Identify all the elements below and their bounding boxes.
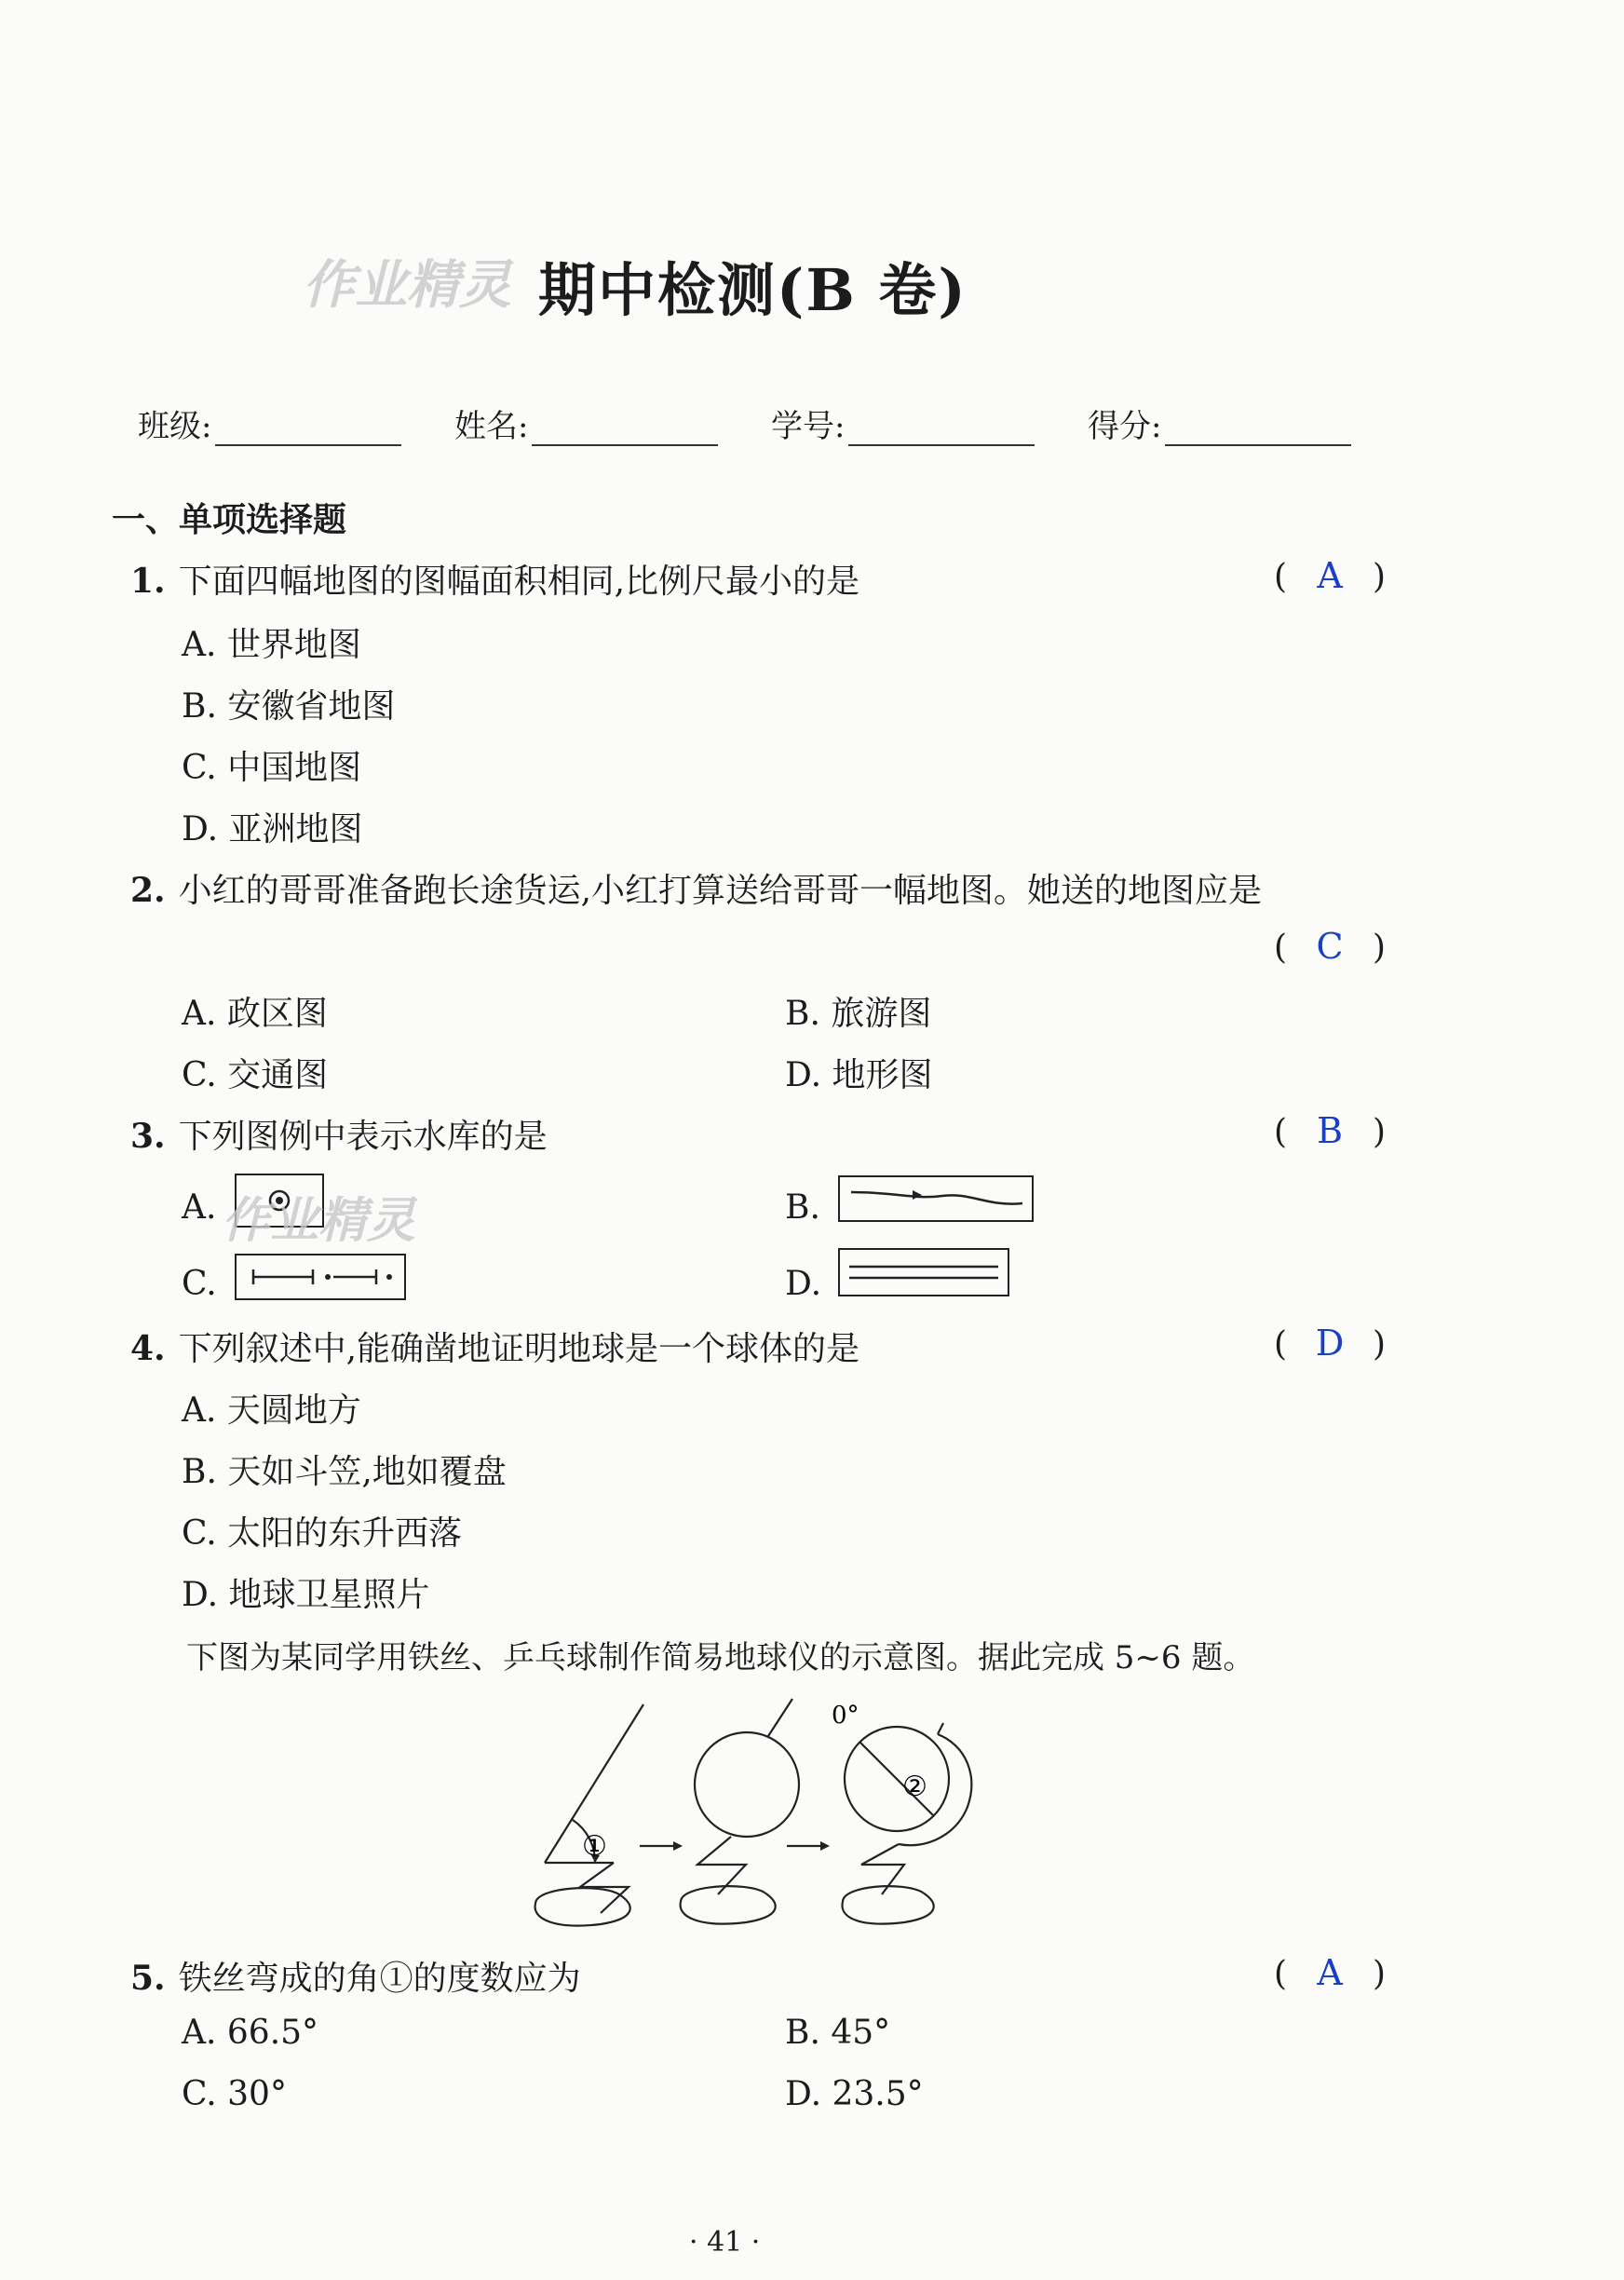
q2-option-d[interactable]: D. 地形图 (785, 1056, 933, 1094)
score-label: 得分: (1088, 408, 1162, 445)
globe-diagram (517, 1695, 1001, 1937)
angle-2-label: ② (902, 1771, 927, 1803)
section-title: 一、单项选择题 (112, 501, 347, 539)
watermark-text-2: 作业精灵 (222, 1193, 416, 1249)
q2-option-b[interactable]: B. 旅游图 (785, 995, 932, 1033)
answer-2: C (1316, 926, 1344, 967)
q2-option-a[interactable]: A. 政区图 (182, 995, 328, 1033)
q5-option-c[interactable]: C. 30° (182, 2075, 287, 2113)
answer-5: A (1317, 1952, 1343, 1993)
answer-paren-2: ( C ) (1274, 926, 1387, 967)
question-2 (130, 864, 1262, 912)
id-blank[interactable] (848, 416, 1035, 446)
question-text: 小红的哥哥准备跑长途货运,小红打算送给哥哥一幅地图。她送的地图应是 (178, 872, 1263, 910)
name-label: 姓名: (454, 408, 529, 445)
question-number: 4. (130, 1329, 166, 1368)
question-number: 3. (130, 1117, 166, 1156)
id-label: 学号: (771, 408, 846, 445)
zero-degree-label: 0° (832, 1702, 859, 1730)
question-4 (130, 1323, 859, 1370)
answer-paren-5: ( A ) (1274, 1952, 1387, 1993)
double-line-icon (840, 1250, 1008, 1295)
answer-4: D (1315, 1323, 1345, 1364)
legend-river-symbol (838, 1175, 1034, 1222)
answer-paren-4: ( D ) (1274, 1323, 1387, 1364)
q1-option-a[interactable]: A. 世界地图 (182, 626, 361, 664)
legend-boundary-symbol (235, 1254, 406, 1300)
boundary-line-icon (237, 1255, 404, 1298)
question-text: 下面四幅地图的图幅面积相同,比例尺最小的是 (178, 563, 860, 601)
answer-paren-3: ( B ) (1274, 1110, 1387, 1151)
q5-option-d[interactable]: D. 23.5° (785, 2075, 924, 2113)
legend-road-symbol (838, 1248, 1009, 1296)
answer-1: A (1317, 555, 1343, 596)
page-title: 期中检测(B 卷) (538, 256, 968, 324)
class-label: 班级: (138, 408, 212, 445)
question-number: 5. (130, 1959, 166, 1998)
answer-paren-1: ( A ) (1274, 555, 1387, 596)
question-3 (130, 1110, 548, 1158)
diagram-intro: 下图为某同学用铁丝、乒乓球制作简易地球仪的示意图。据此完成 5~6 题。 (186, 1639, 1255, 1676)
angle-1-label: ① (582, 1830, 607, 1863)
q2-option-c[interactable]: C. 交通图 (182, 1056, 329, 1094)
class-blank[interactable] (215, 416, 401, 446)
name-blank[interactable] (532, 416, 718, 446)
q3-option-b[interactable]: B. (785, 1188, 820, 1227)
q5-option-b[interactable]: B. 45° (785, 2014, 891, 2052)
score-field (1088, 400, 1351, 446)
question-1 (130, 555, 859, 603)
river-line-icon (840, 1177, 1032, 1220)
q1-option-d[interactable]: D. 亚洲地图 (182, 810, 363, 848)
q3-option-d[interactable]: D. (785, 1265, 822, 1303)
question-text: 铁丝弯成的角①的度数应为 (178, 1960, 581, 1998)
question-number: 2. (130, 871, 166, 910)
page-number: · 41 · (689, 2226, 761, 2259)
question-number: 1. (130, 562, 166, 601)
answer-3: B (1317, 1110, 1344, 1151)
question-5 (130, 1952, 581, 2000)
q4-option-b[interactable]: B. 天如斗笠,地如覆盘 (182, 1453, 507, 1491)
q3-option-c[interactable]: C. (182, 1265, 217, 1303)
q4-option-d[interactable]: D. 地球卫星照片 (182, 1576, 430, 1614)
name-field (454, 400, 718, 446)
id-field (771, 400, 1035, 446)
class-field (138, 400, 401, 446)
question-text: 下列图例中表示水库的是 (178, 1118, 548, 1156)
watermark-text: 作业精灵 (303, 255, 511, 316)
q5-option-a[interactable]: A. 66.5° (182, 2014, 319, 2052)
question-text: 下列叙述中,能确凿地证明地球是一个球体的是 (178, 1330, 860, 1368)
q1-option-b[interactable]: B. 安徽省地图 (182, 687, 396, 726)
q1-option-c[interactable]: C. 中国地图 (182, 749, 362, 787)
q4-option-a[interactable]: A. 天圆地方 (182, 1391, 361, 1430)
q3-option-a[interactable]: A. (182, 1188, 217, 1227)
score-blank[interactable] (1165, 416, 1351, 446)
q4-option-c[interactable]: C. 太阳的东升西落 (182, 1514, 463, 1553)
